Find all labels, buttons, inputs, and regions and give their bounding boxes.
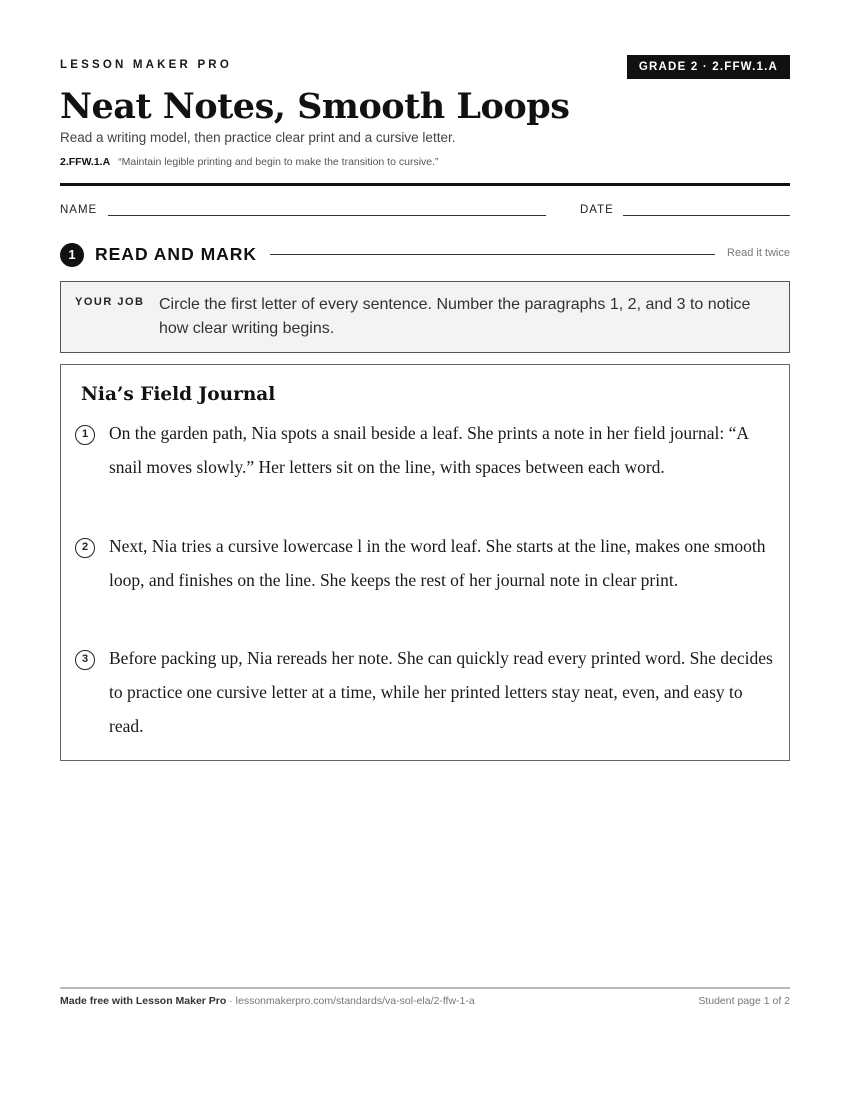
name-date-row xyxy=(60,204,790,220)
name-field[interactable] xyxy=(108,215,546,216)
footer-url-link[interactable]: lessonmakerpro.com/standards/va-sol-ela/2-ffw-1-a xyxy=(235,995,475,1007)
job-label: YOUR JOB xyxy=(75,296,145,308)
reading-passage xyxy=(60,364,790,761)
section-rule xyxy=(270,254,715,255)
header-divider xyxy=(60,183,790,186)
paragraph-text: Next, Nia tries a cursive lowercase l in the word leaf. She starts at the line, makes one smooth loop, and finishes on the line. She keeps the rest of her journal note in clear print. xyxy=(109,536,766,590)
standard-text: “Maintain legible printing and begin to make the transition to cursive.” xyxy=(118,156,439,168)
your-job-box xyxy=(60,281,790,353)
footer-credit xyxy=(60,995,475,1007)
paragraph-number: 1 xyxy=(75,425,95,445)
brand-name: LESSON MAKER PRO xyxy=(60,59,232,71)
name-label: NAME xyxy=(60,204,98,216)
page-subtitle: Read a writing model, then practice clear print and a cursive letter. xyxy=(60,130,456,145)
passage-title: Nia’s Field Journal xyxy=(81,384,276,405)
job-instructions: Circle the first letter of every sentence. Number the paragraphs 1, 2, and 3 to notice how clear writing begins. xyxy=(159,296,751,337)
paragraph-text: On the garden path, Nia spots a snail beside a leaf. She prints a note in her field journal: “A snail moves slowly.” Her letters sit on the line, with spaces between each word. xyxy=(109,423,749,477)
page-title: Neat Notes, Smooth Loops xyxy=(60,86,570,127)
section-hint: Read it twice xyxy=(727,247,790,259)
section-title: READ AND MARK xyxy=(95,244,258,264)
page-indicator: Student page 1 of 2 xyxy=(698,995,790,1007)
footer-made-with: Made free with Lesson Maker Pro xyxy=(60,995,227,1007)
paragraph-text: Before packing up, Nia rereads her note. She can quickly read every printed word. She decides to practice one cursive letter at a time, while her printed letters stay neat, even, and easy to read. xyxy=(109,648,773,736)
footer-separator: · xyxy=(226,995,236,1007)
standard-line xyxy=(60,156,439,168)
footer-divider xyxy=(60,987,790,989)
section-header-read-and-mark xyxy=(60,242,790,268)
worksheet-page xyxy=(60,0,790,1100)
paragraph-number: 3 xyxy=(75,650,95,670)
step-number-badge: 1 xyxy=(60,243,84,267)
date-field[interactable] xyxy=(623,215,790,216)
date-label: DATE xyxy=(580,204,614,216)
paragraph-number: 2 xyxy=(75,538,95,558)
grade-standard-badge: GRADE 2 · 2.FFW.1.A xyxy=(627,55,790,79)
standard-code: 2.FFW.1.A xyxy=(60,156,111,168)
